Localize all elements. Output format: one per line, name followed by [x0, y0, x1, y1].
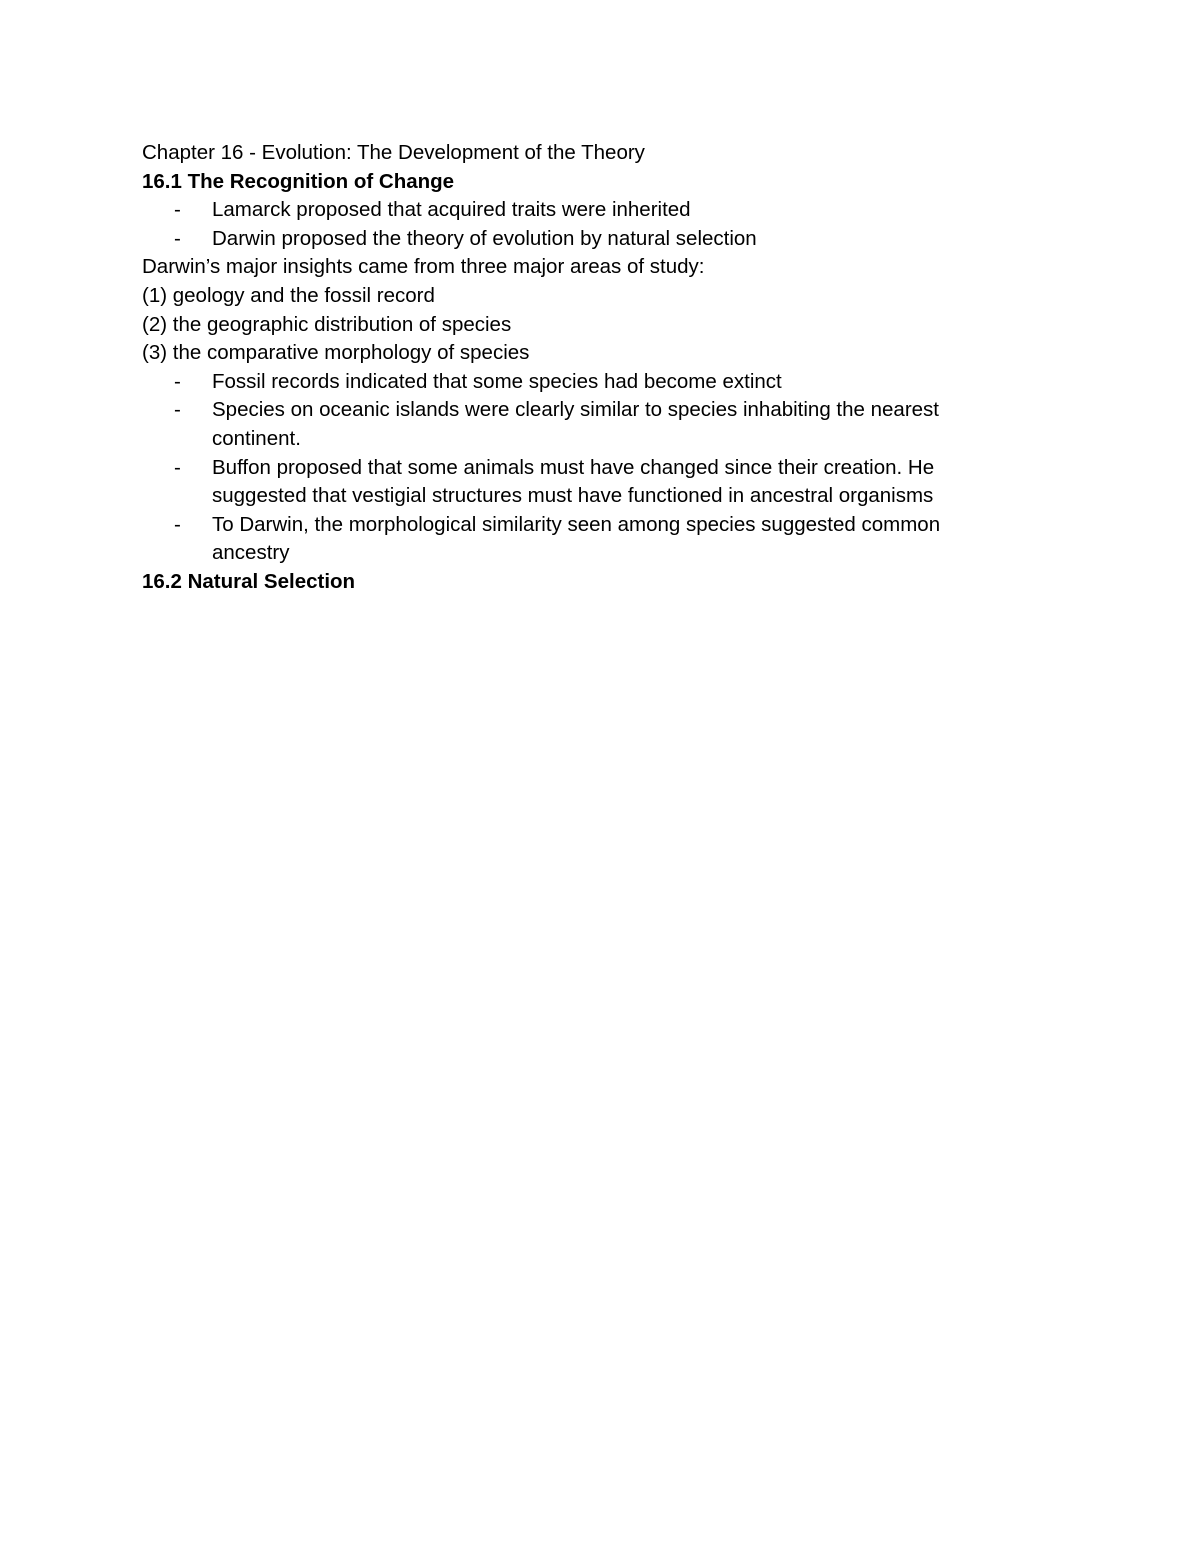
- section-heading-16-2: 16.2 Natural Selection: [142, 569, 356, 593]
- bullet-list-findings: [142, 368, 1002, 568]
- bullet-text: Darwin proposed the theory of evolution by natural selection: [212, 226, 757, 250]
- bullet-dash: -: [174, 398, 181, 422]
- study-area-3: (3) the comparative morphology of species: [142, 341, 530, 365]
- bullet-text: Lamarck proposed that acquired traits were inherited: [212, 198, 691, 222]
- study-area-2: (2) the geographic distribution of species: [142, 312, 512, 336]
- list-item: [142, 511, 992, 568]
- document-page: [142, 139, 1002, 597]
- list-item: [142, 396, 992, 453]
- insights-intro: Darwin’s major insights came from three major areas of study:: [142, 255, 705, 279]
- bullet-dash: -: [174, 226, 181, 250]
- bullet-text: Species on oceanic islands were clearly similar to species inhabiting the nearest continent.: [212, 398, 939, 450]
- bullet-text: Fossil records indicated that some species had become extinct: [212, 369, 782, 393]
- bullet-dash: -: [174, 198, 181, 222]
- bullet-text: To Darwin, the morphological similarity seen among species suggested common ancestry: [212, 512, 941, 565]
- bullet-list-theories: [142, 196, 1002, 253]
- document-title: Chapter 16 - Evolution: The Development of the Theory: [142, 141, 645, 164]
- list-item: [142, 368, 992, 397]
- study-area-1: (1) geology and the fossil record: [142, 283, 435, 307]
- bullet-dash: -: [174, 369, 181, 393]
- list-item: [142, 225, 992, 254]
- bullet-text: Buffon proposed that some animals must have changed since their creation. He suggested that vestigial structures must have functioned in ancestral organisms: [212, 455, 935, 508]
- list-item: [142, 196, 992, 225]
- bullet-dash: -: [174, 512, 181, 536]
- list-item: [142, 454, 992, 511]
- bullet-dash: -: [174, 455, 181, 479]
- section-heading-16-1: 16.1 The Recognition of Change: [142, 169, 455, 193]
